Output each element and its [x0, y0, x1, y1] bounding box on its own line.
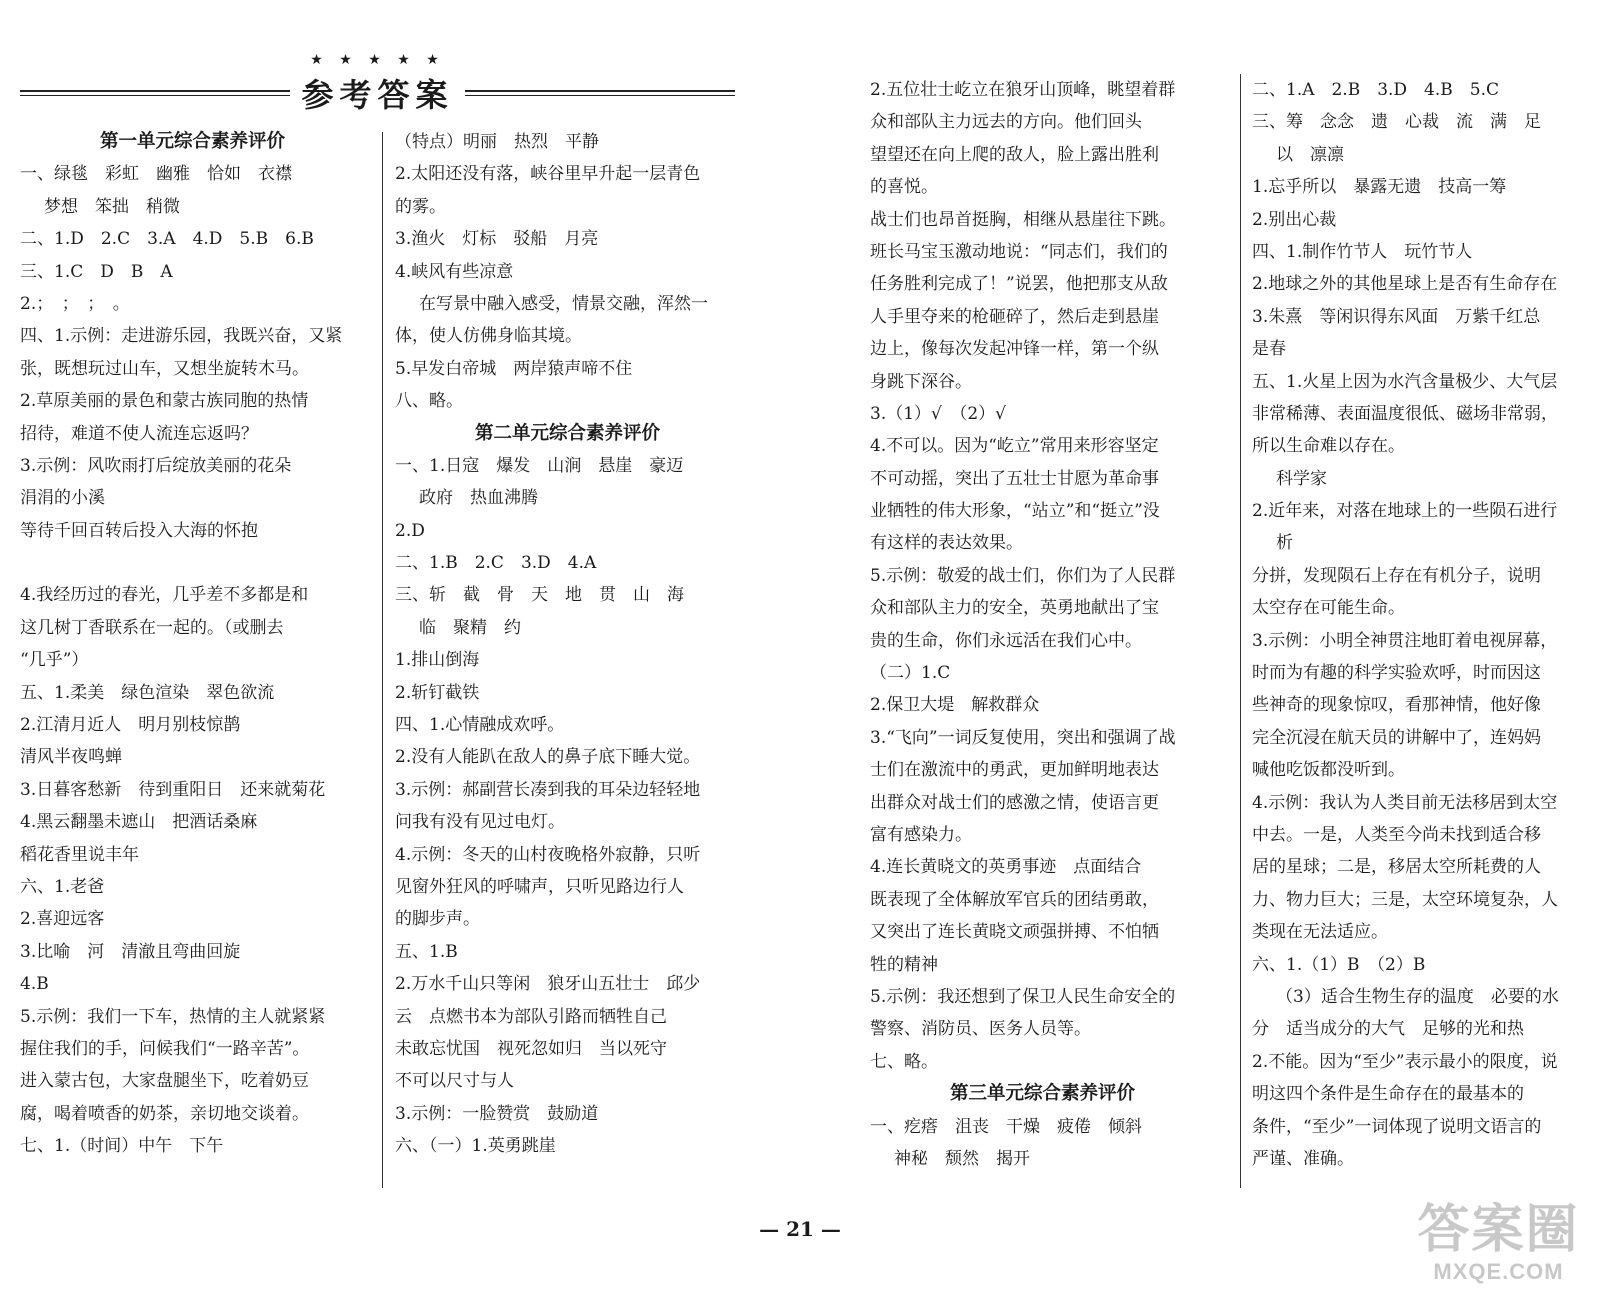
answer-line: 一、绿毯 彩虹 幽雅 恰如 衣襟	[20, 164, 292, 185]
answer-line: 贵的生命，你们永远活在我们心中。	[870, 630, 1142, 651]
answer-line: 张，既想玩过山车，又想坐旋转木马。	[20, 358, 309, 379]
answer-line: 招待，难道不使人流连忘返吗？	[20, 423, 258, 444]
answer-line: 3.比喻 河 清澈且弯曲回旋	[20, 941, 241, 962]
answer-line: 些神奇的现象惊叹，看那神情，他好像	[1252, 695, 1541, 716]
answer-line: 任务胜利完成了！”说罢，他把那支从敌	[870, 274, 1168, 295]
answer-line: 一、1.日寇 爆发 山涧 悬崖 豪迈	[395, 455, 684, 476]
answer-line: 人手里夺来的枪砸碎了，然后走到悬崖	[870, 306, 1159, 327]
page-title: 参考答案	[301, 76, 454, 114]
answer-line: 的脚步声。	[395, 909, 480, 930]
answer-line: 2.保卫大堤 解救群众	[870, 695, 1040, 716]
answer-line: 分拼，发现陨石上存在有机分子，说明	[1252, 565, 1541, 586]
answer-line: 1.排山倒海	[395, 650, 480, 671]
answer-line: 握住我们的手，问候我们“一路辛苦”。	[20, 1038, 310, 1059]
answer-line: “几乎”）	[20, 650, 89, 671]
answer-line: 又突出了连长黄晓文顽强拼搏、不怕牺	[870, 922, 1159, 943]
answer-line: 2.没有人能趴在敌人的鼻子底下睡大觉。	[395, 747, 701, 768]
page-number: — 21 —	[759, 1217, 841, 1241]
answer-line: 明这四个条件是生命存在的最基本的	[1252, 1084, 1524, 1105]
answer-line: 众和部队主力远去的方向。他们回头	[870, 112, 1142, 133]
answer-line: 五、1.柔美 绿色渲染 翠色欲流	[20, 682, 275, 703]
answer-line: 清风半夜鸣蝉	[20, 747, 122, 768]
answer-line: 5.示例：我们一下车，热情的主人就紧紧	[20, 1006, 326, 1027]
answer-line: 分 适当成分的大气 足够的光和热	[1252, 1019, 1524, 1040]
answer-line: 云 点燃书本为部队引路而牺牲自己	[395, 1006, 667, 1027]
answer-line: 2.五位壮士屹立在狼牙山顶峰，眺望着群	[870, 80, 1176, 100]
answer-column-1	[20, 126, 365, 1163]
answer-line: 中去。一是，人类至今尚未找到适合移	[1252, 824, 1541, 845]
answer-line: 业牺牲的伟大形象，“站立”和“挺立”没	[870, 501, 1160, 522]
answer-line: 梦想 笨拙 稍微	[44, 196, 180, 217]
section-heading: 第二单元综合素养评价	[474, 422, 660, 444]
answer-column-4	[1252, 74, 1592, 1175]
answer-line: 2.地球之外的其他星球上是否有生命存在	[1252, 274, 1558, 295]
answer-line: 体，使人仿佛身临其境。	[395, 326, 582, 347]
answer-line: 喊他吃饭都没听到。	[1252, 760, 1405, 781]
answer-line: 4.示例：我认为人类目前无法移居到太空	[1252, 792, 1558, 813]
answer-line: 五、1.B	[395, 941, 458, 962]
answer-line: 一、疙瘩 沮丧 干燥 疲倦 倾斜	[870, 1116, 1142, 1137]
answer-line: 涓涓的小溪	[20, 488, 105, 509]
answer-line: （特点）明丽 热烈 平静	[395, 132, 599, 152]
answer-line: 八、略。	[395, 391, 463, 412]
answer-line: 类现在无法适应。	[1252, 922, 1388, 943]
answer-line: 有这样的表达效果。	[870, 533, 1023, 554]
answer-line: 这几树丁香联系在一起的。（或删去	[20, 617, 284, 638]
answer-line: 六、（一）1.英勇跳崖	[395, 1136, 556, 1157]
answer-line: 稻花香里说丰年	[20, 844, 139, 865]
answer-line: 望望还在向上爬的敌人，脸上露出胜利	[870, 144, 1159, 165]
answer-line: 二、1.D 2.C 3.A 4.D 5.B 6.B	[20, 229, 314, 250]
header-stars: ★ ★ ★ ★ ★	[310, 52, 445, 68]
answer-line: 问我有没有见过电灯。	[395, 812, 565, 833]
answer-line: 4.B	[20, 974, 49, 995]
answer-line: 牲的精神	[870, 954, 938, 975]
answer-line: 富有感染力。	[870, 824, 972, 845]
answer-line: 3.日暮客愁新 待到重阳日 还来就菊花	[20, 779, 326, 800]
answer-line: （二）1.C	[870, 663, 951, 684]
answer-line: 2.别出心裁	[1252, 209, 1337, 230]
answer-line: 二、1.B 2.C 3.D 4.A	[395, 553, 597, 574]
page-header	[20, 50, 735, 120]
answer-line: 2.喜迎远客	[20, 909, 105, 930]
answer-line: 士们在激流中的勇武，更加鲜明地表达	[870, 760, 1159, 781]
answer-line: 3.（1）√ （2）√	[870, 403, 1007, 424]
answer-line: 力、物力巨大；三是，太空环境复杂，人	[1252, 889, 1558, 910]
answer-line: 腐，喝着喷香的奶茶，亲切地交谈着。	[20, 1103, 309, 1124]
answer-line: 六、1.（1）B （2）B	[1252, 954, 1426, 975]
answer-line: 政府 热血沸腾	[419, 488, 538, 509]
answer-line: 太空存在可能生命。	[1252, 598, 1405, 619]
answer-line: 见窗外狂风的呼啸声，只听见路边行人	[395, 876, 684, 897]
answer-line: （3）适合生物生存的温度 必要的水	[1276, 986, 1559, 1007]
answer-line: 1.忘乎所以 暴露无遗 技高一筹	[1252, 177, 1507, 198]
answer-line: 的喜悦。	[870, 177, 938, 198]
answer-line: 4.连长黄晓文的英勇事迹 点面结合	[870, 857, 1142, 878]
answer-line: 4.峡风有些凉意	[395, 261, 514, 282]
answer-line: 条件，“至少”一词体现了说明文语言的	[1252, 1116, 1542, 1137]
answer-line: 四、1.示例：走进游乐园，我既兴奋，又紧	[20, 326, 343, 347]
answer-line: 5.示例：我还想到了保卫人民生命安全的	[870, 986, 1176, 1007]
answer-line: 2.近年来，对落在地球上的一些陨石进行	[1252, 501, 1558, 522]
answer-line: 3.示例：风吹雨打后绽放美丽的花朵	[20, 455, 292, 476]
answer-line: 班长马宝玉激动地说：“同志们，我们的	[870, 241, 1168, 262]
answer-line: 2.万水千山只等闲 狼牙山五壮士 邱少	[395, 974, 701, 995]
answer-line: 非常稀薄、表面温度很低、磁场非常弱，	[1252, 403, 1558, 424]
answer-line: 六、1.老爸	[20, 876, 105, 897]
answer-line: 三、斩 截 骨 天 地 贯 山 海	[395, 585, 684, 606]
answer-line: 身跳下深谷。	[870, 371, 972, 392]
answer-line: 析	[1276, 533, 1293, 554]
answer-line: 3.朱熹 等闲识得东风面 万紫千红总	[1252, 306, 1541, 327]
answer-line: 既表现了全体解放军官兵的团结勇敢，	[870, 889, 1159, 910]
answer-line: 进入蒙古包，大家盘腿坐下，吃着奶豆	[20, 1071, 309, 1092]
answer-line: 3.示例：小明全神贯注地盯着电视屏幕，	[1252, 630, 1558, 651]
answer-line: 三、筹 念念 遗 心裁 流 满 足	[1252, 112, 1541, 133]
answer-line: 4.黑云翻墨未遮山 把酒话桑麻	[20, 812, 258, 833]
header-rule-right	[465, 90, 735, 96]
answer-line: 是春	[1252, 339, 1286, 360]
watermark-text: 答案圈	[1417, 1201, 1580, 1259]
answer-line: 2.不能。因为“至少”表示最小的限度，说	[1252, 1051, 1558, 1072]
answer-line: 以 凛凛	[1276, 144, 1344, 165]
answer-line: 战士们也昂首挺胸，相继从悬崖往下跳。	[870, 209, 1176, 230]
answer-line: 不可动摇，突出了五壮士甘愿为革命事	[870, 468, 1159, 489]
answer-line: 5.早发白帝城 两岸猿声啼不住	[395, 358, 633, 379]
answer-line: 2.江清月近人 明月别枝惊鹊	[20, 715, 241, 736]
answer-line: 3.渔火 灯标 驳船 月亮	[395, 229, 599, 250]
answer-line: 科学家	[1276, 468, 1327, 489]
answer-line: 3.“飞向”一词反复使用，突出和强调了战	[870, 727, 1176, 748]
answer-column-3	[870, 74, 1215, 1175]
answer-line: 严谨、准确。	[1252, 1148, 1354, 1169]
answer-line: 出群众对战士们的感激之情，使语言更	[870, 792, 1159, 813]
answer-line: 等待千回百转后投入大海的怀抱	[20, 520, 258, 541]
answer-line: 在写景中融入感受，情景交融，浑然一	[419, 293, 708, 314]
answer-line: 2.； ； ； 。	[20, 293, 130, 314]
answer-line: 完全沉浸在航天员的讲解中了，连妈妈	[1252, 727, 1541, 748]
section-heading: 第三单元综合素养评价	[949, 1083, 1135, 1105]
answer-line: 4.示例：冬天的山村夜晚格外寂静，只听	[395, 844, 701, 865]
answer-line: 4.我经历过的春光，几乎差不多都是和	[20, 585, 309, 606]
answer-line: 七、1.（时间）中午 下午	[20, 1136, 224, 1157]
answer-line: 的雾。	[395, 196, 446, 217]
answer-line: 3.示例：郝副营长凑到我的耳朵边轻轻地	[395, 779, 701, 800]
answer-line: 三、1.C D B A	[20, 261, 173, 282]
answer-line: 七、略。	[870, 1051, 938, 1072]
answer-line: 众和部队主力的安全，英勇地献出了宝	[870, 598, 1159, 619]
answer-line: 五、1.火星上因为水汽含量极少、大气层	[1252, 371, 1558, 392]
answer-line: 未敢忘忧国 视死忽如归 当以死守	[395, 1038, 667, 1059]
watermark-url: MXQE.COM	[1433, 1259, 1564, 1284]
answer-column-2	[395, 126, 740, 1163]
answer-line: 临 聚精 约	[419, 617, 521, 638]
watermark-logo	[1411, 1201, 1586, 1285]
answer-line: 四、1.心情融成欢呼。	[395, 715, 565, 736]
answer-line: 神秘 颓然 揭开	[894, 1148, 1030, 1169]
answer-line: 居的星球；二是，移居太空所耗费的人	[1252, 857, 1541, 878]
answer-line: 2.太阳还没有落，峡谷里早升起一层青色	[395, 164, 701, 185]
answer-line: 2.草原美丽的景色和蒙古族同胞的热情	[20, 391, 309, 412]
answer-line: 不可以尺寸与人	[395, 1071, 514, 1092]
answer-line: 四、1.制作竹节人 玩竹节人	[1252, 241, 1473, 262]
answer-line: 二、1.A 2.B 3.D 4.B 5.C	[1252, 80, 1499, 100]
answer-line: 2.斩钉截铁	[395, 682, 480, 703]
answer-line: 3.示例：一脸赞赏 鼓励道	[395, 1103, 599, 1124]
column-divider-left	[382, 132, 383, 1188]
answer-line: 5.示例：敬爱的战士们，你们为了人民群	[870, 565, 1176, 586]
answer-line	[20, 547, 365, 579]
answer-line: 4.不可以。因为“屹立”常用来形容坚定	[870, 436, 1159, 457]
answer-line: 时而为有趣的科学实验欢呼，时而因这	[1252, 663, 1541, 684]
answer-line: 2.D	[395, 520, 425, 541]
answer-line: 边上，像每次发起冲锋一样，第一个纵	[870, 339, 1159, 360]
answer-line: 警察、消防员、医务人员等。	[870, 1019, 1091, 1040]
answer-line: 所以生命难以存在。	[1252, 436, 1405, 457]
section-heading: 第一单元综合素养评价	[99, 131, 285, 152]
column-divider-right	[1240, 74, 1241, 1188]
